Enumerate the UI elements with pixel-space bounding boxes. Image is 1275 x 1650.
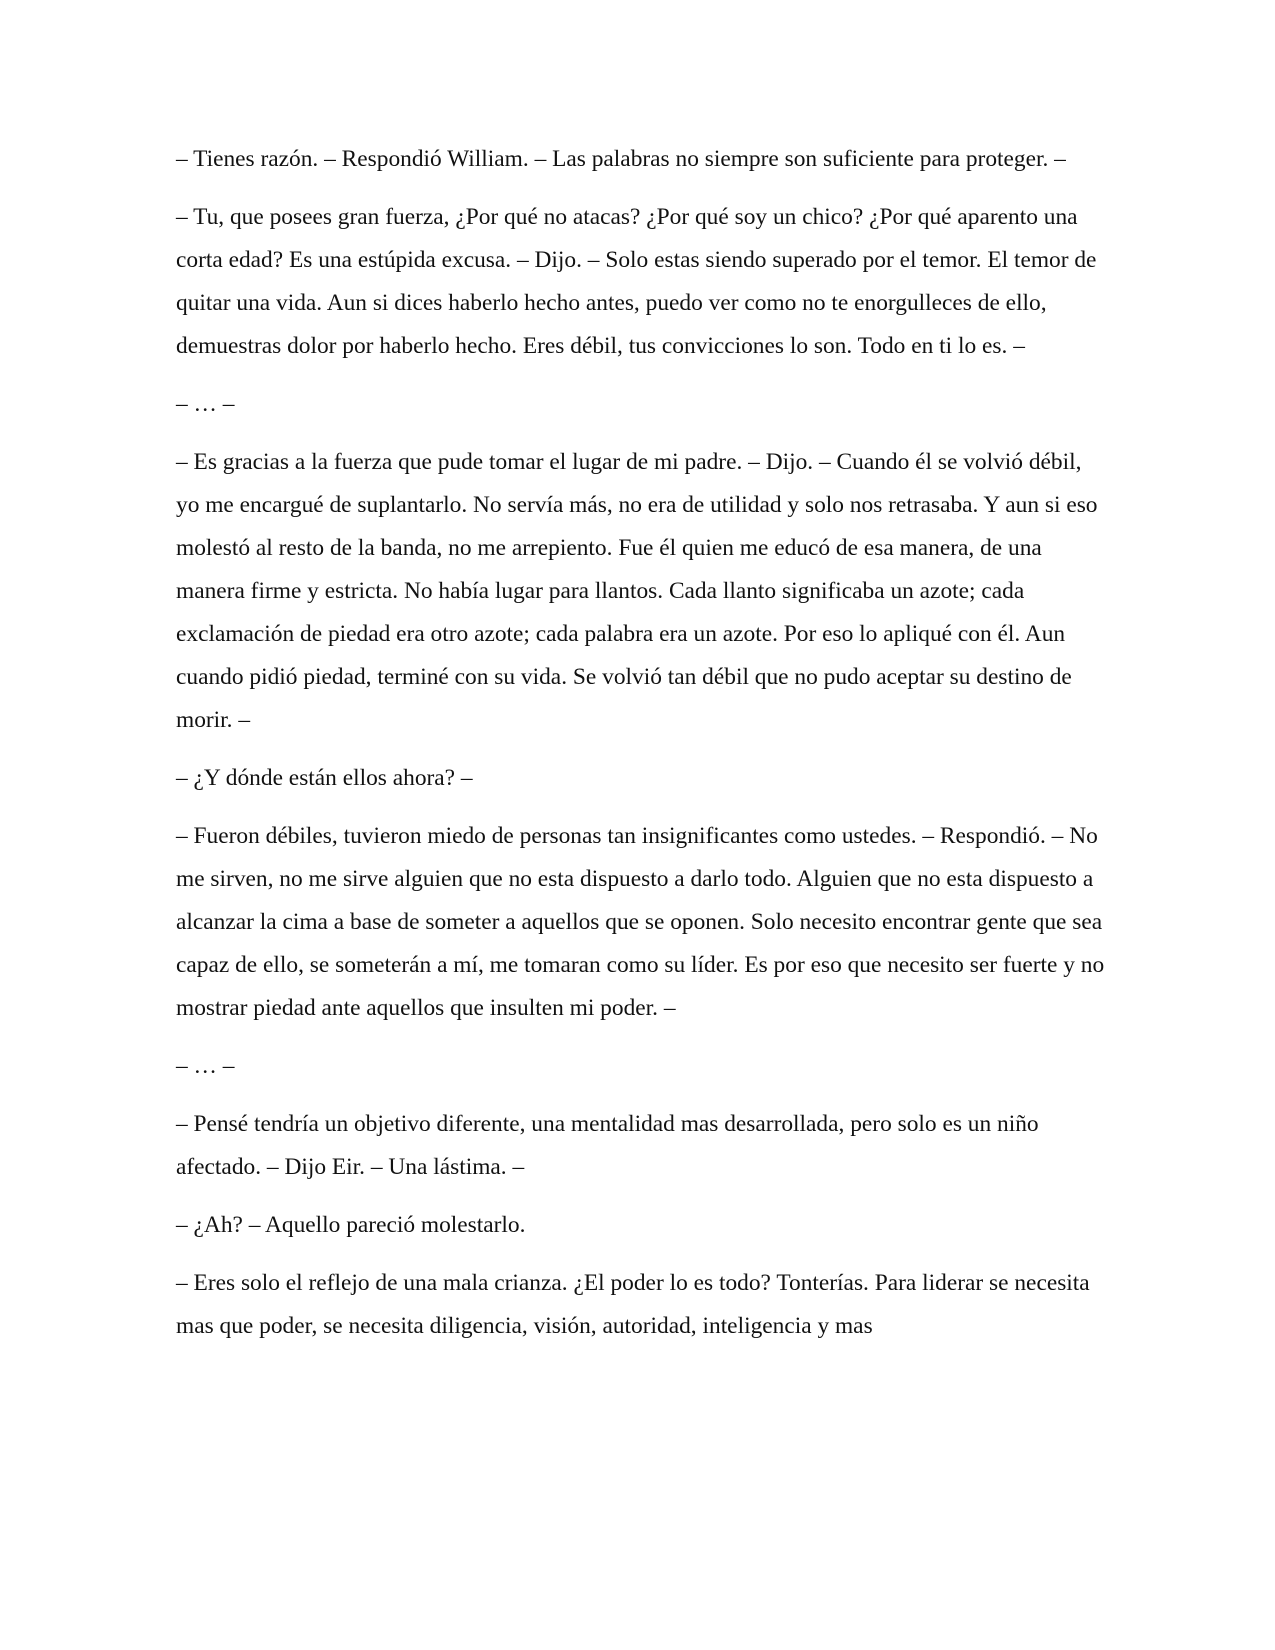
paragraph-5: – ¿Y dónde están ellos ahora? – bbox=[176, 765, 473, 791]
paragraph-8: – Pensé tendría un objetivo diferente, una mentalidad mas desarrollada, pero solo es un niño afectado. – Dijo Eir. – Una lástima. – bbox=[176, 1111, 1039, 1180]
paragraph-9: – ¿Ah? – Aquello pareció molestarlo. bbox=[176, 1212, 526, 1238]
paragraph-6: – Fueron débiles, tuvieron miedo de personas tan insignificantes como ustedes. – Respondió. – No me sirven, no me sirve alguien que no esta dispuesto a darlo todo. Alguien que no esta dispuesto a alcanzar la cima a base de someter a aquellos que se oponen. Solo necesito encontrar gente que sea capaz de ello, se someterán a mí, me tomaran como su líder. Es por eso que necesito ser fuerte y no mostrar piedad ante aquellos que insulten mi poder. – bbox=[176, 823, 1105, 1021]
document-page bbox=[176, 138, 1106, 1363]
paragraph-3: – … – bbox=[176, 391, 235, 417]
paragraph-1: – Tienes razón. – Respondió William. – Las palabras no siempre son suficiente para proteger. – bbox=[176, 146, 1066, 172]
paragraph-4: – Es gracias a la fuerza que pude tomar el lugar de mi padre. – Dijo. – Cuando él se volvió débil, yo me encargué de suplantarlo. No servía más, no era de utilidad y solo nos retrasaba. Y aun si eso molestó al resto de la banda, no me arrepiento. Fue él quien me educó de esa manera, de una manera firme y estricta. No había lugar para llantos. Cada llanto significaba un azote; cada exclamación de piedad era otro azote; cada palabra era un azote. Por eso lo apliqué con él. Aun cuando pidió piedad, terminé con su vida. Se volvió tan débil que no pudo aceptar su destino de morir. – bbox=[176, 449, 1098, 733]
paragraph-2: – Tu, que posees gran fuerza, ¿Por qué no atacas? ¿Por qué soy un chico? ¿Por qué aparento una corta edad? Es una estúpida excusa. – Dijo. – Solo estas siendo superado por el temor. El temor de quitar una vida. Aun si dices haberlo hecho antes, puedo ver como no te enorgulleces de ello, demuestras dolor por haberlo hecho. Eres débil, tus convicciones lo son. Todo en ti lo es. – bbox=[176, 204, 1097, 359]
paragraph-10: – Eres solo el reflejo de una mala crianza. ¿El poder lo es todo? Tonterías. Para liderar se necesita mas que poder, se necesita diligencia, visión, autoridad, inteligencia y mas bbox=[176, 1270, 1090, 1339]
paragraph-7: – … – bbox=[176, 1053, 235, 1079]
